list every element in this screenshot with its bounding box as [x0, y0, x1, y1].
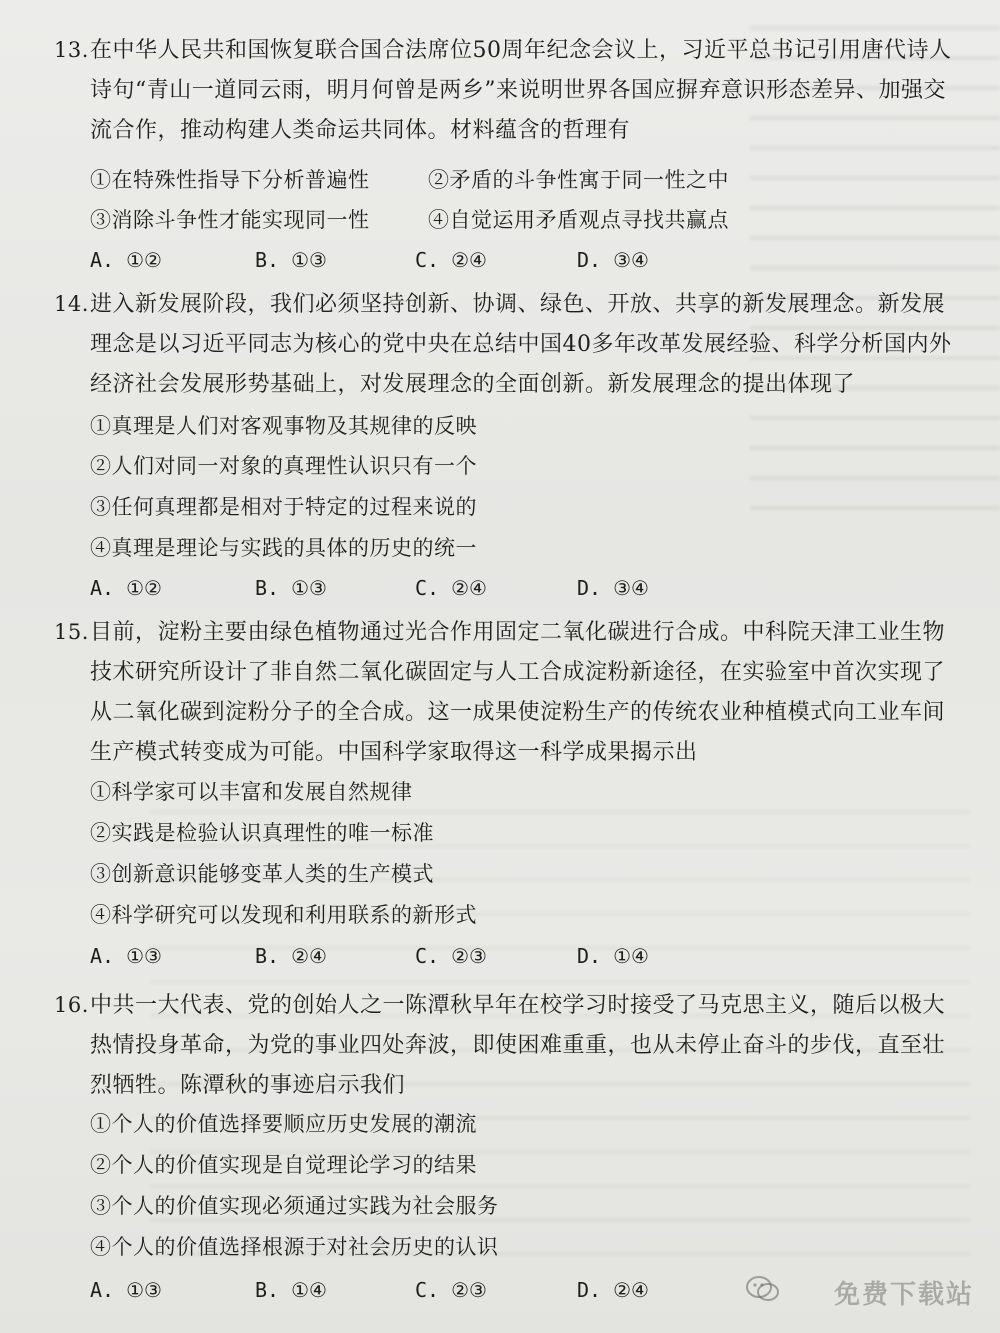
- question-14-choice-c: C. ②④: [415, 576, 487, 600]
- question-13-option-2: ②矛盾的斗争性寓于同一性之中: [428, 168, 729, 192]
- question-16-number: 16.: [54, 993, 89, 1017]
- question-13-stem: 13.在中华人民共和国恢复联合国合法席位50周年纪念会议上，习近平总书记引用唐代诗人诗句“青山一道同云雨，明月何曾是两乡”来说明世界各国应摒弃意识形态差异、加强交流合作，推动构建人类命运共同体。材料蕴含的哲理有: [90, 30, 960, 151]
- question-15-stem: 15.目前，淀粉主要由绿色植物通过光合作用固定二氧化碳进行合成。中科院天津工业生物技术研究所设计了非自然二氧化碳固定与人工合成淀粉新途径，在实验室中首次实现了从二氧化碳到淀粉分子的全合成。这一成果使淀粉生产的传统农业种植模式向工业车间生产模式转变成为可能。中国科学家取得这一科学成果揭示出: [90, 612, 960, 773]
- question-15-choice-d: D. ①④: [577, 944, 649, 968]
- question-14-number: 14.: [54, 292, 89, 316]
- question-13-choice-c: C. ②④: [415, 248, 487, 272]
- question-13-number: 13.: [54, 38, 89, 62]
- question-13-choice-b: B. ①③: [255, 248, 327, 272]
- question-16-stem: 16.中共一大代表、党的创始人之一陈潭秋早年在校学习时接受了马克思主义，随后以极大热情投身革命，为党的事业四处奔波，即使困难重重，也从未停止奋斗的步伐，直至壮烈牺牲。陈潭秋的事迹启示我们: [90, 985, 960, 1106]
- watermark: [744, 1241, 974, 1311]
- question-15-choice-a: A. ①③: [90, 944, 162, 968]
- question-13-option-1: ①在特殊性指导下分析普遍性: [90, 168, 370, 192]
- question-14-option-4: ④真理是理论与实践的具体的历史的统一: [90, 536, 477, 560]
- question-15-choice-b: B. ②④: [255, 944, 327, 968]
- question-15-number: 15.: [54, 620, 89, 644]
- question-16-option-3: ③个人的价值实现必须通过实践为社会服务: [90, 1194, 499, 1218]
- question-14-option-2: ②人们对同一对象的真理性认识只有一个: [90, 454, 477, 478]
- question-14-option-3: ③任何真理都是相对于特定的过程来说的: [90, 495, 477, 519]
- question-13-choice-a: A. ①②: [90, 248, 162, 272]
- question-14-choice-a: A. ①②: [90, 576, 162, 600]
- question-14-choice-d: D. ③④: [577, 576, 649, 600]
- question-15-option-3: ③创新意识能够变革人类的生产模式: [90, 862, 434, 886]
- question-13-option-4: ④自觉运用矛盾观点寻找共赢点: [428, 208, 729, 232]
- question-16-option-4: ④个人的价值选择根源于对社会历史的认识: [90, 1235, 499, 1259]
- question-15-option-1: ①科学家可以丰富和发展自然规律: [90, 780, 413, 804]
- question-14-choice-b: B. ①③: [255, 576, 327, 600]
- watermark-text: 免费下载站: [833, 1280, 974, 1310]
- question-16-choice-a: A. ①③: [90, 1278, 162, 1302]
- question-13-choice-d: D. ③④: [577, 248, 649, 272]
- question-16-option-1: ①个人的价值选择要顺应历史发展的潮流: [90, 1112, 477, 1136]
- question-15-choice-c: C. ②③: [415, 944, 487, 968]
- question-15-option-4: ④科学研究可以发现和利用联系的新形式: [90, 903, 477, 927]
- wechat-icon: [746, 1275, 780, 1303]
- question-14-option-1: ①真理是人们对客观事物及其规律的反映: [90, 414, 477, 438]
- question-16-option-2: ②个人的价值实现是自觉理论学习的结果: [90, 1153, 477, 1177]
- question-16-choice-b: B. ①④: [255, 1278, 327, 1302]
- question-13-option-3: ③消除斗争性才能实现同一性: [90, 208, 370, 232]
- question-14-stem: 14.进入新发展阶段，我们必须坚持创新、协调、绿色、开放、共享的新发展理念。新发展理念是以习近平同志为核心的党中央在总结中国40多年改革发展经验、科学分析国内外经济社会发展形势基础上，对发展理念的全面创新。新发展理念的提出体现了: [90, 284, 960, 405]
- question-16-choice-c: C. ②③: [415, 1278, 487, 1302]
- question-15-option-2: ②实践是检验认识真理性的唯一标准: [90, 821, 434, 845]
- question-16-choice-d: D. ②④: [577, 1278, 649, 1302]
